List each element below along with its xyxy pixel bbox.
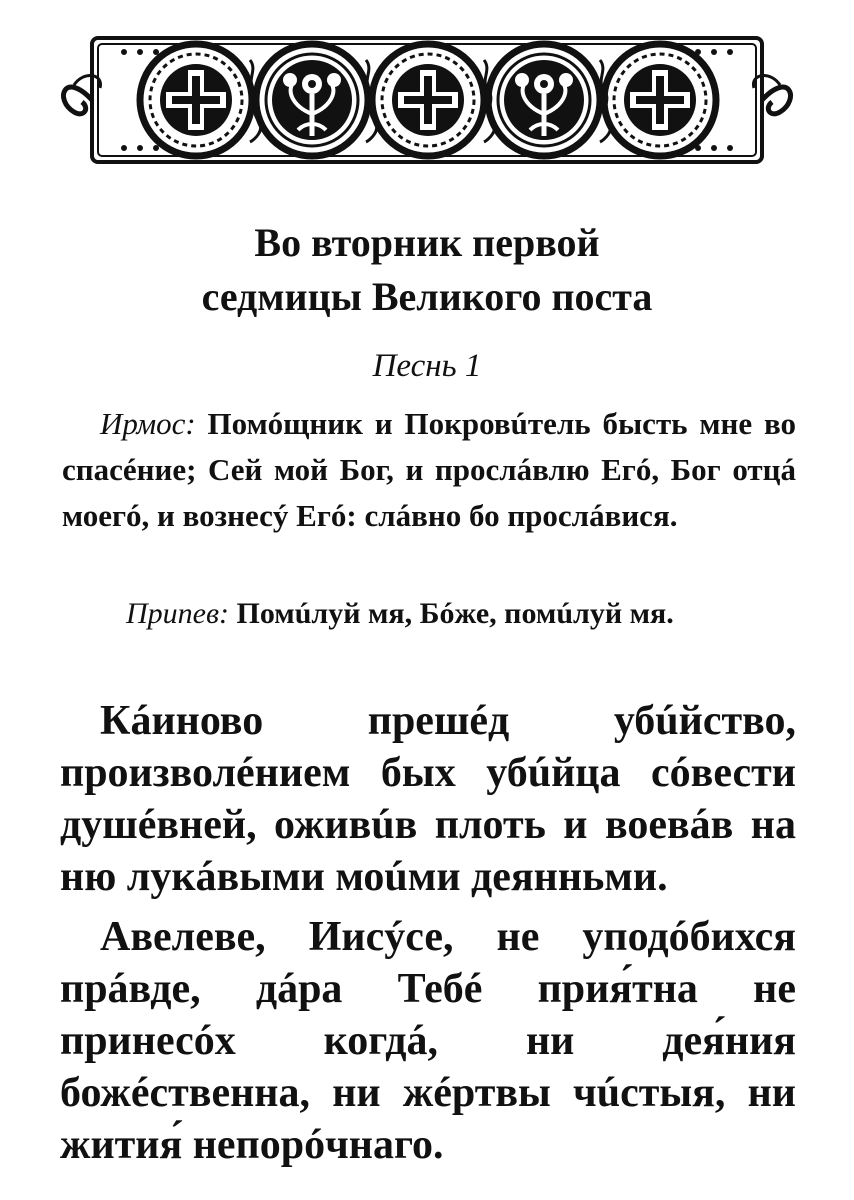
refrain-text: Помúлуй мя, Бóже, помúлуй мя. [236,597,674,630]
title-line-2: седмицы Великого поста [201,274,653,319]
refrain-label: Припев: [126,597,237,630]
ornament-header-icon [54,30,800,170]
refrain-paragraph [98,592,796,636]
song-heading: Песнь 1 [372,348,482,384]
irmos-text: Помóщник и Покровúтель бысть мне во спасéние; Сей мой Бог, и прослáвлю Егó, Бог отцá моегó, и вознесý Егó: слáвно бо прослáвися. [62,406,796,533]
irmos-paragraph [62,401,796,539]
troparion-verse-1: Кáиново прешéд убúйство, произволéнием бых убúйца сóвести душéвней, оживúв плоть и воевáв на ню лукáвыми моúми деянньми. [60,698,796,900]
troparion-verse-2: Авелеве, Иисýсе, не уподóбихся прáвде, дáра Тебé прия́тна не принесóх когдá, ни дея́ния божéственна, ни жéртвы чúстыя, ни жития́ непорóчнаго. [60,914,796,1168]
title-line-1: Во вторник первой [254,220,600,265]
page-title [60,216,794,324]
irmos-label: Ирмос: [100,406,208,441]
